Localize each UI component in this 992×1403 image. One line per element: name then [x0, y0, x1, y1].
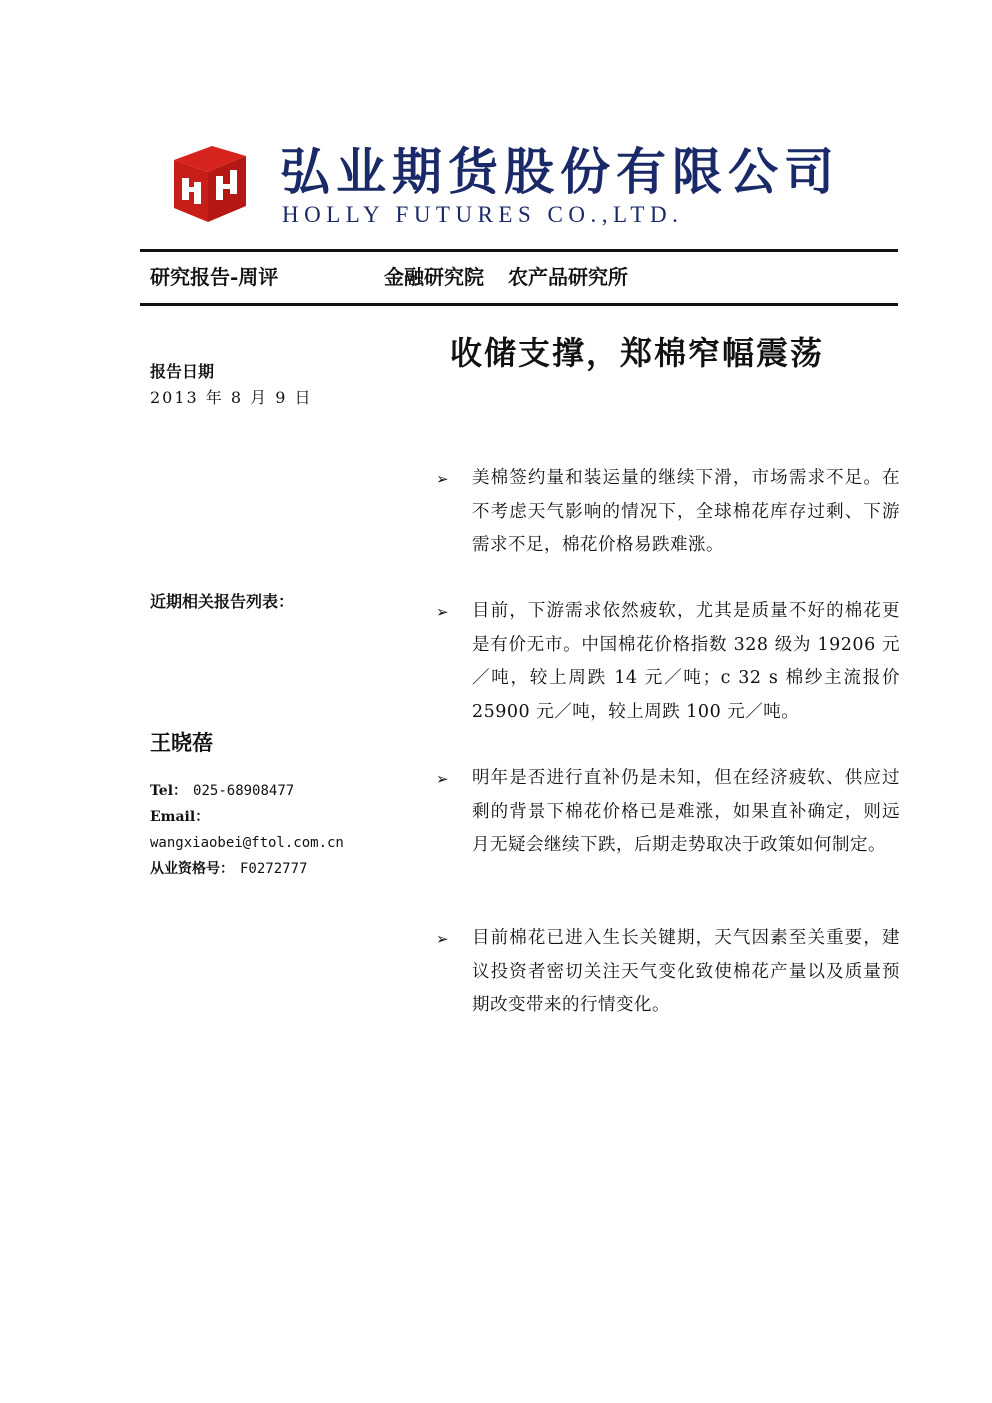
- email-label: Email：: [150, 809, 210, 825]
- author-name: 王晓蓓: [150, 730, 213, 755]
- company-name-cn: 弘业期货股份有限公司: [280, 142, 840, 201]
- license-label: 从业资格号：: [150, 861, 234, 877]
- arrow-bullet-icon: ➢: [436, 930, 449, 948]
- author-contact: [150, 778, 344, 882]
- key-point-text: 明年是否进行直补仍是未知，但在经济疲软、供应过剩的背景下棉花价格已是难涨，如果直补确定，则远月无疑会继续下跌，后期走势取决于政策如何制定。: [472, 768, 900, 855]
- key-point-text: 美棉签约量和装运量的继续下滑，市场需求不足。在不考虑天气影响的情况下，全球棉花库存过剩、下游需求不足，棉花价格易跌难涨。: [472, 468, 900, 555]
- arrow-bullet-icon: ➢: [436, 470, 449, 488]
- institute-name: 金融研究院: [384, 265, 484, 289]
- list-item: [432, 922, 900, 1023]
- arrow-bullet-icon: ➢: [436, 770, 449, 788]
- license-row: [150, 856, 344, 882]
- tel-label: Tel：: [150, 783, 188, 799]
- email-value[interactable]: wangxiaobei@ftol.com.cn: [150, 835, 344, 851]
- key-point-text: 目前，下游需求依然疲软，尤其是质量不好的棉花更是有价无市。中国棉花价格指数 328 级为 19206 元／吨，较上周跌 14 元／吨；c 32 s 棉纱主流报价 25900 元／吨，较上周跌 100 元／吨。: [472, 601, 900, 722]
- list-item: [432, 762, 900, 863]
- related-reports-label: 近期相关报告列表：: [150, 592, 295, 611]
- report-date-label: 报告日期: [150, 362, 215, 381]
- logo-cube-icon: [168, 142, 250, 224]
- company-logo: [168, 140, 840, 230]
- company-name-en: HOLLY FUTURES CO.,LTD.: [282, 202, 684, 227]
- header-top-rule: [140, 249, 898, 252]
- header-bottom-rule: [140, 303, 898, 306]
- report-title: 收储支撑，郑棉窄幅震荡: [450, 334, 825, 372]
- institute-line: [384, 262, 628, 292]
- tel-value: 025-68908477: [193, 783, 295, 799]
- license-value: F0272777: [240, 861, 308, 877]
- email-row: [150, 804, 344, 830]
- report-date: 2013 年 8 月 9 日: [150, 388, 313, 407]
- department-name: 农产品研究所: [508, 265, 628, 289]
- list-item: [432, 462, 900, 563]
- tel-row: [150, 778, 344, 804]
- key-point-text: 目前棉花已进入生长关键期，天气因素至关重要，建议投资者密切关注天气变化致使棉花产量以及质量预期改变带来的行情变化。: [472, 928, 900, 1015]
- list-item: [432, 595, 900, 729]
- arrow-bullet-icon: ➢: [436, 603, 449, 621]
- report-type: 研究报告-周评: [150, 265, 279, 289]
